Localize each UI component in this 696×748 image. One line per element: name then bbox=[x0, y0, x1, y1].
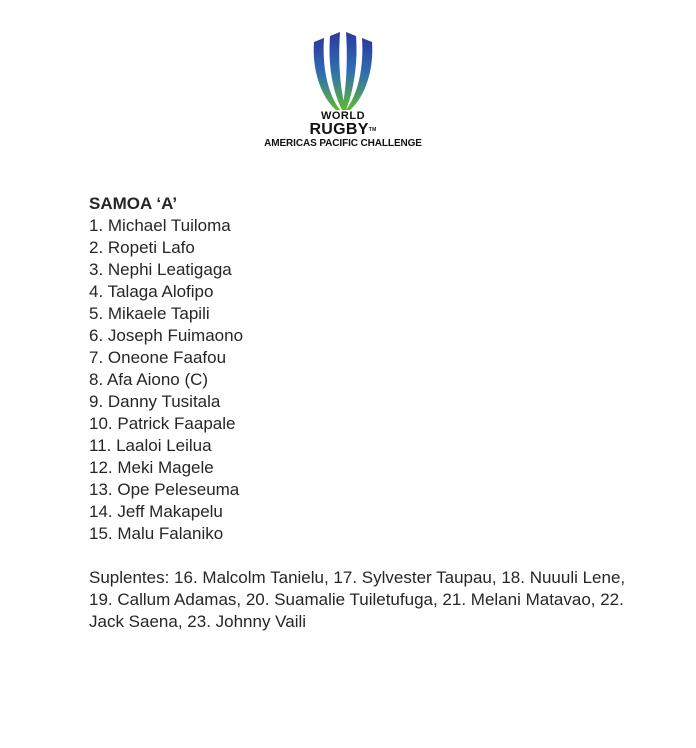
list-item: 13. Ope Peleseuma bbox=[89, 480, 240, 499]
team-title: SAMOA ‘A’ bbox=[89, 194, 178, 213]
list-item: 2. Ropeti Lafo bbox=[89, 238, 195, 257]
list-item: 10. Patrick Faapale bbox=[89, 414, 236, 433]
list-item: 15. Malu Falaniko bbox=[89, 524, 224, 543]
list-item: 8. Afa Aiono (C) bbox=[89, 370, 209, 389]
player-list bbox=[89, 215, 649, 545]
logo-subtitle: AMERICAS PACIFIC CHALLENGE bbox=[264, 138, 422, 149]
list-item: 11. Laaloi Leilua bbox=[89, 436, 212, 455]
list-item: 5. Mikaele Tapili bbox=[89, 304, 210, 323]
substitutes-paragraph: Suplentes: 16. Malcolm Tanielu, 17. Sylvester Taupau, 18. Nuuuli Lene, 19. Callum Adamas, 20. Suamalie Tuiletufuga, 21. Melani Matavao, 22. Jack Saena, 23. Johnny Vaili bbox=[89, 568, 626, 631]
list-item: 12. Meki Magele bbox=[89, 458, 214, 477]
list-item: 7. Oneone Faafou bbox=[89, 348, 227, 367]
logo-rugby-text: RUGBYTM bbox=[309, 121, 377, 138]
logo-trademark: TM bbox=[368, 127, 377, 133]
list-item: 14. Jeff Makapelu bbox=[89, 502, 223, 521]
logo-world-text: WORLD bbox=[320, 110, 366, 122]
list-item: 6. Joseph Fuimaono bbox=[89, 326, 244, 345]
list-item: 1. Michael Tuiloma bbox=[89, 216, 231, 235]
list-item: 3. Nephi Leatigaga bbox=[89, 260, 232, 279]
list-item: 4. Talaga Alofipo bbox=[89, 282, 214, 301]
team-sheet bbox=[89, 193, 649, 633]
list-item: 9. Danny Tusitala bbox=[89, 392, 221, 411]
world-rugby-logo bbox=[230, 28, 456, 168]
rugby-ball-emblem-icon bbox=[310, 28, 376, 112]
